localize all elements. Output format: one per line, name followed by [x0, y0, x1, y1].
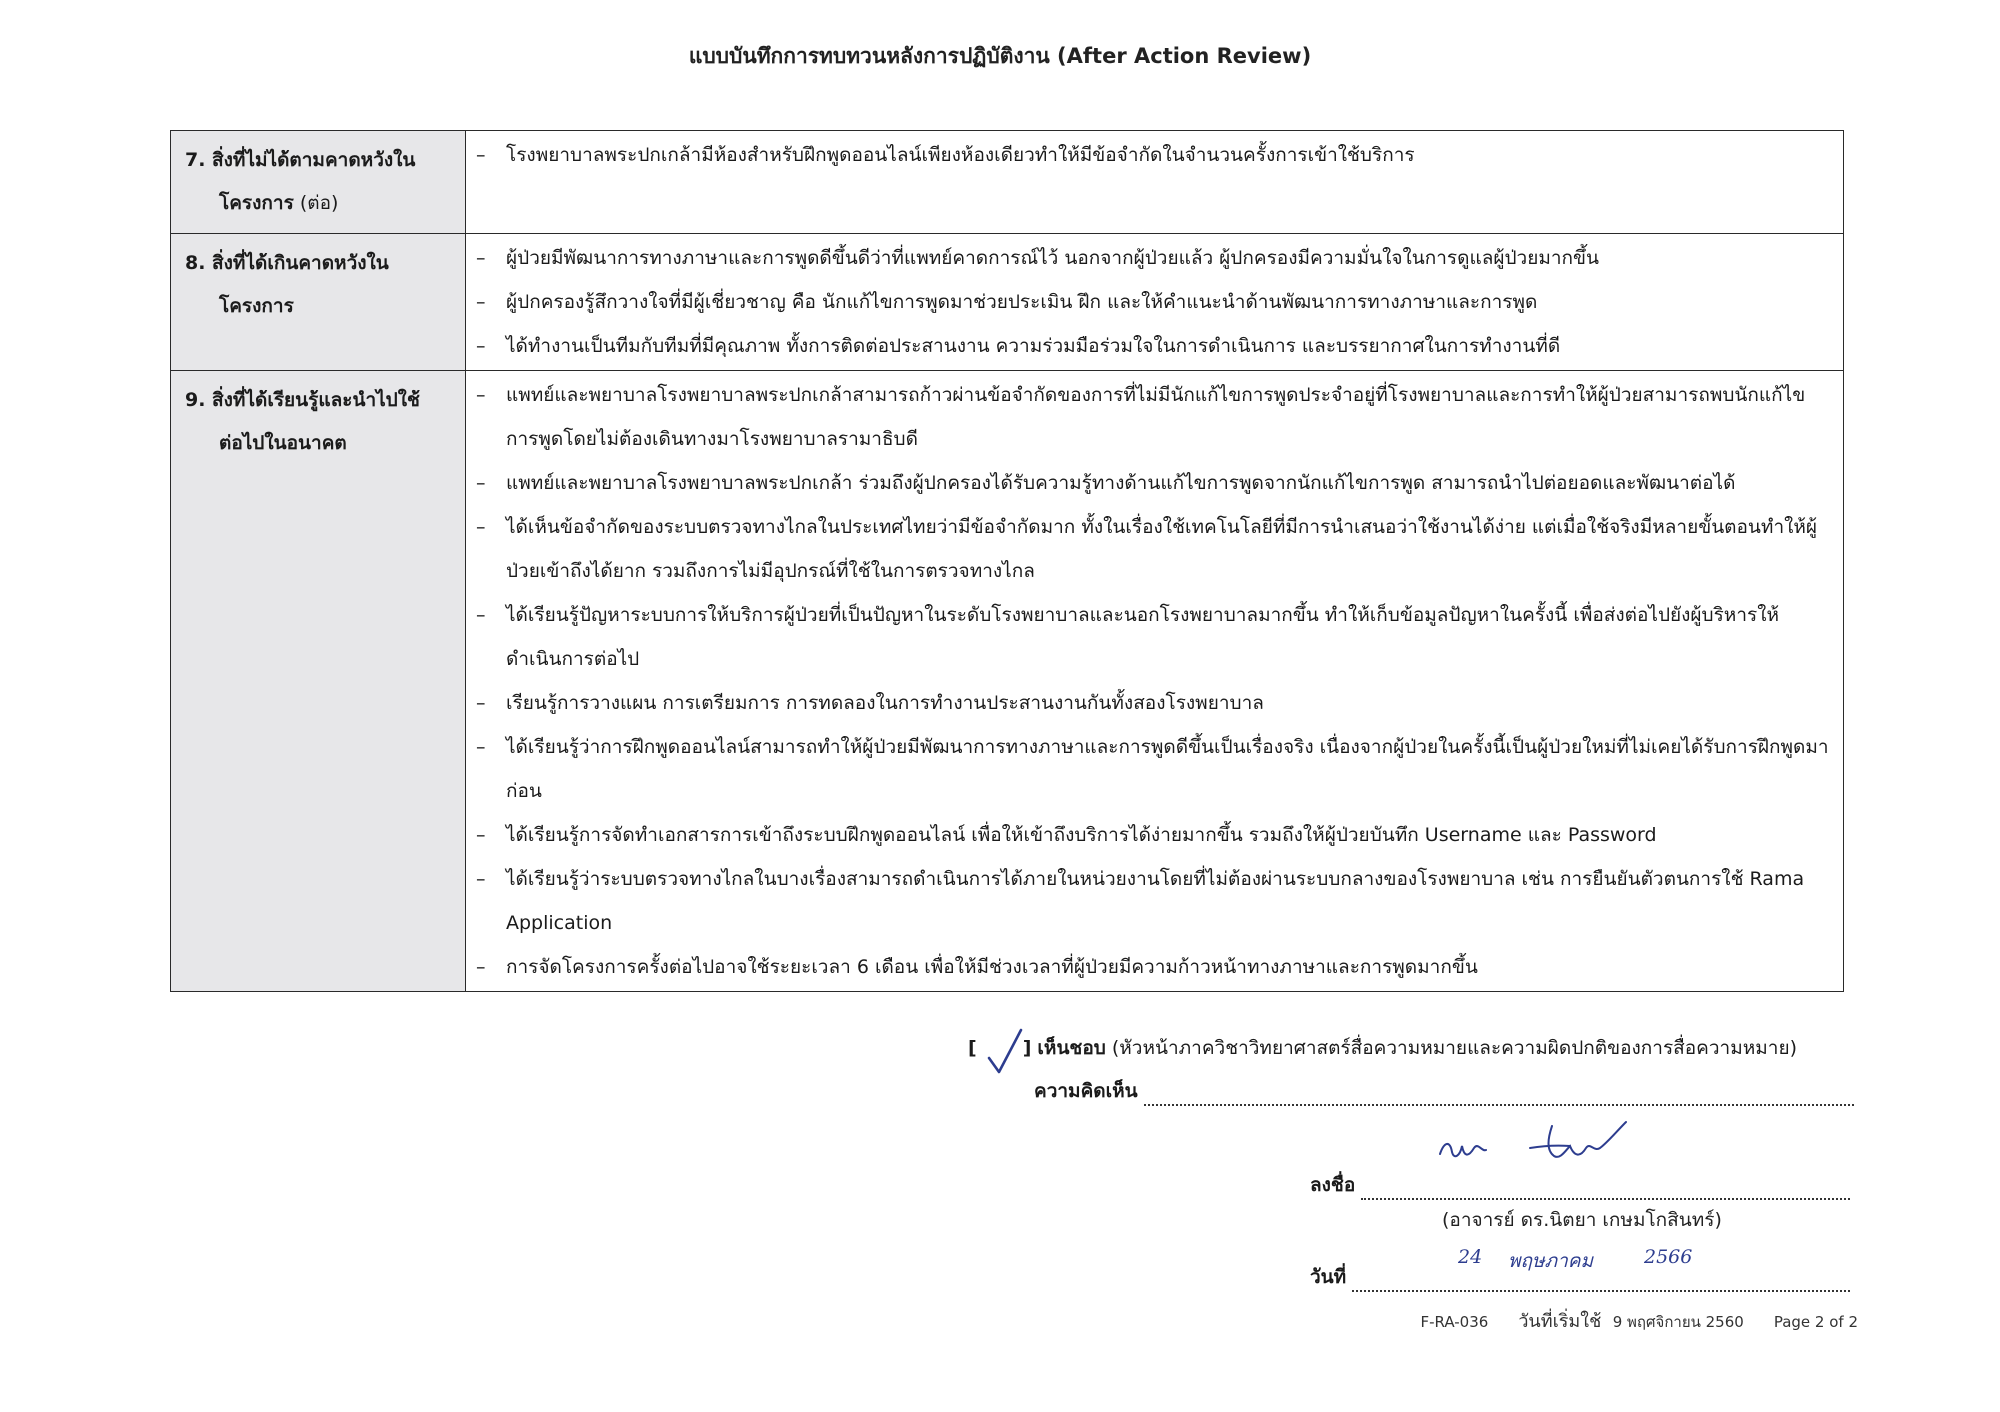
- list-item: [476, 813, 1829, 857]
- section-heading-continuation: [185, 182, 457, 225]
- signature-label: ลงชื่อ: [1310, 1174, 1356, 1196]
- list-item-text: แพทย์และพยาบาลโรงพยาบาลพระปกเกล้าสามารถก้าวผ่านข้อจำกัดของการที่ไม่มีนักแก้ไขการพูดประจำอยู่ที่โรงพยาบาลและการทำให้ผู้ป่วยสามารถพบนักแก้ไขการพูดโดยไม่ต้องเดินทางมาโรงพยาบาลรามาธิบดี: [506, 384, 1806, 450]
- approval-bracket-open: [: [968, 1037, 977, 1059]
- section-label-9: [171, 371, 466, 992]
- bullet-dash: –: [476, 516, 486, 538]
- section-row-8: [171, 234, 1844, 371]
- list-item: [476, 133, 1829, 177]
- start-date: [1518, 1306, 1744, 1335]
- list-item-text: ได้เรียนรู้ว่าระบบตรวจทางไกลในบางเรื่องสามารถดำเนินการได้ภายในหน่วยงานโดยที่ไม่ต้องผ่านระบบกลางของโรงพยาบาล เช่น การยืนยันตัวตนการใช้ Rama Application: [506, 868, 1805, 934]
- date-day: 24: [1458, 1246, 1483, 1268]
- signature-image: [1430, 1112, 1650, 1172]
- list-item-text: ได้เรียนรู้ว่าการฝึกพูดออนไลน์สามารถทำให้ผู้ป่วยมีพัฒนาการทางภาษาและการพูดดีขึ้นเป็นเรื่องจริง เนื่องจากผู้ป่วยในครั้งนี้เป็นผู้ป่วยใหม่ที่ไม่เคยได้รับการฝึกพูดมาก่อน: [506, 736, 1829, 802]
- list-item: [476, 324, 1829, 368]
- list-item: [476, 593, 1829, 681]
- list-item: [476, 681, 1829, 725]
- list-item-text: ได้เห็นข้อจำกัดของระบบตรวจทางไกลในประเทศไทยว่ามีข้อจำกัดมาก ทั้งในเรื่องใช้เทคโนโลยีที่มีการนำเสนอว่าใช้งานได้ง่าย แต่เมื่อใช้จริงมีหลายขั้นตอนทำให้ผู้ป่วยเข้าถึงได้ยาก รวมถึงการไม่มีอุปกรณ์ที่ใช้ในการตรวจทางไกล: [506, 516, 1818, 582]
- list-item: [476, 373, 1829, 461]
- bullet-dash: –: [476, 335, 486, 357]
- signer-name: (อาจารย์ ดร.นิตยา เกษมโกสินทร์): [1442, 1209, 1722, 1231]
- list-item-text: เรียนรู้การวางแผน การเตรียมการ การทดลองในการทำงานประสานงานกันทั้งสองโรงพยาบาล: [506, 692, 1264, 714]
- bullet-dash: –: [476, 604, 486, 626]
- review-table: [170, 130, 1844, 992]
- section-heading: 9. สิ่งที่ได้เรียนรู้และนำไปใช้: [185, 389, 420, 411]
- signature-row: [1310, 1160, 1850, 1200]
- bullet-dash: –: [476, 247, 486, 269]
- page-number: Page 2 of 2: [1773, 1313, 1858, 1331]
- section-heading: 7. สิ่งที่ไม่ได้ตามคาดหวังใน: [185, 149, 416, 171]
- approval-label: เห็นชอบ: [1037, 1037, 1106, 1059]
- bullet-dash: –: [476, 144, 486, 166]
- list-item: [476, 280, 1829, 324]
- section-content-7: [466, 131, 1844, 234]
- date-field[interactable]: [1352, 1272, 1850, 1292]
- section-row-7: [171, 131, 1844, 234]
- section-content-9: [466, 371, 1844, 992]
- date-row: [1310, 1246, 1850, 1292]
- list-item: [476, 461, 1829, 505]
- list-item: [476, 725, 1829, 813]
- comment-field[interactable]: [1144, 1086, 1854, 1106]
- bullet-dash: –: [476, 824, 486, 846]
- section-content-8: [466, 234, 1844, 371]
- list-item-text: ผู้ป่วยมีพัฒนาการทางภาษาและการพูดดีขึ้นดีว่าที่แพทย์คาดการณ์ไว้ นอกจากผู้ป่วยแล้ว ผู้ปกครองมีความมั่นใจในการดูแลผู้ป่วยมากขึ้น: [506, 247, 1600, 269]
- section-heading-suffix: (ต่อ): [293, 192, 339, 214]
- list-item: [476, 945, 1829, 989]
- approval-bracket-close: ]: [1022, 1037, 1032, 1059]
- section-heading: 8. สิ่งที่ได้เกินคาดหวังใน: [185, 252, 389, 274]
- list-item-text: การจัดโครงการครั้งต่อไปอาจใช้ระยะเวลา 6 เดือน เพื่อให้มีช่วงเวลาที่ผู้ป่วยมีความก้าวหน้าทางภาษาและการพูดมากขึ้น: [506, 956, 1478, 978]
- comment-row: [1034, 1076, 1854, 1106]
- checkmark-icon: [985, 1026, 1025, 1076]
- approval-line: [968, 1028, 1848, 1068]
- list-item: [476, 236, 1829, 280]
- bullet-dash: –: [476, 291, 486, 313]
- date-month: พฤษภาคม: [1508, 1250, 1593, 1272]
- date-year: 2566: [1644, 1246, 1693, 1268]
- list-item-text: แพทย์และพยาบาลโรงพยาบาลพระปกเกล้า ร่วมถึงผู้ปกครองได้รับความรู้ทางด้านแก้ไขการพูดจากนักแก้ไขการพูด สามารถนำไปต่อยอดและพัฒนาต่อได้: [506, 472, 1736, 494]
- comment-label: ความคิดเห็น: [1034, 1080, 1138, 1102]
- section-heading-continuation: ต่อไปในอนาคต: [219, 432, 347, 454]
- document-title: แบบบันทึกการทบทวนหลังการปฏิบัติงาน (After Action Review): [688, 44, 1312, 68]
- bullet-dash: –: [476, 868, 486, 890]
- list-item: [476, 505, 1829, 593]
- section-heading-word: โครงการ: [219, 192, 294, 214]
- form-code: F-RA-036: [1420, 1313, 1489, 1331]
- bullet-dash: –: [476, 472, 486, 494]
- list-item-text: ได้เรียนรู้การจัดทำเอกสารการเข้าถึงระบบฝึกพูดออนไลน์ เพื่อให้เข้าถึงบริการได้ง่ายมากขึ้น รวมถึงให้ผู้ป่วยบันทึก Username และ Password: [506, 824, 1657, 846]
- start-date-label: วันที่เริ่มใช้: [1518, 1311, 1602, 1332]
- section-label-7: [171, 131, 466, 234]
- bullet-dash: –: [476, 384, 486, 406]
- bullet-dash: –: [476, 736, 486, 758]
- list-item-text: ได้ทำงานเป็นทีมกับทีมที่มีคุณภาพ ทั้งการติดต่อประสานงาน ความร่วมมือร่วมใจในการดำเนินการ และบรรยากาศในการทำงานที่ดี: [506, 335, 1561, 357]
- section-label-8: [171, 234, 466, 371]
- bullet-dash: –: [476, 956, 486, 978]
- list-item-text: ผู้ปกครองรู้สึกวางใจที่มีผู้เชี่ยวชาญ คือ นักแก้ไขการพูดมาช่วยประเมิน ฝึก และให้คำแนะนำด้านพัฒนาการทางภาษาและการพูด: [506, 291, 1538, 313]
- page-footer: [1348, 1306, 1858, 1335]
- list-item-text: โรงพยาบาลพระปกเกล้ามีห้องสำหรับฝึกพูดออนไลน์เพียงห้องเดียวทำให้มีข้อจำกัดในจำนวนครั้งการเข้าใช้บริการ: [506, 144, 1415, 166]
- section-heading-continuation: โครงการ: [219, 295, 294, 317]
- signature-field[interactable]: [1361, 1180, 1850, 1200]
- approval-role: (หัวหน้าภาควิชาวิทยาศาสตร์สื่อความหมายและความผิดปกติของการสื่อความหมาย): [1111, 1037, 1798, 1059]
- section-row-9: [171, 371, 1844, 992]
- list-item-text: ได้เรียนรู้ปัญหาระบบการให้บริการผู้ป่วยที่เป็นปัญหาในระดับโรงพยาบาลและนอกโรงพยาบาลมากขึ้น ทำให้เก็บข้อมูลปัญหาในครั้งนี้ เพื่อส่งต่อไปยังผู้บริหารให้ดำเนินการต่อไป: [506, 604, 1780, 670]
- list-item: [476, 857, 1829, 945]
- date-label: วันที่: [1310, 1266, 1347, 1288]
- start-date-value: 9 พฤศจิกายน 2560: [1612, 1313, 1744, 1331]
- bullet-dash: –: [476, 692, 486, 714]
